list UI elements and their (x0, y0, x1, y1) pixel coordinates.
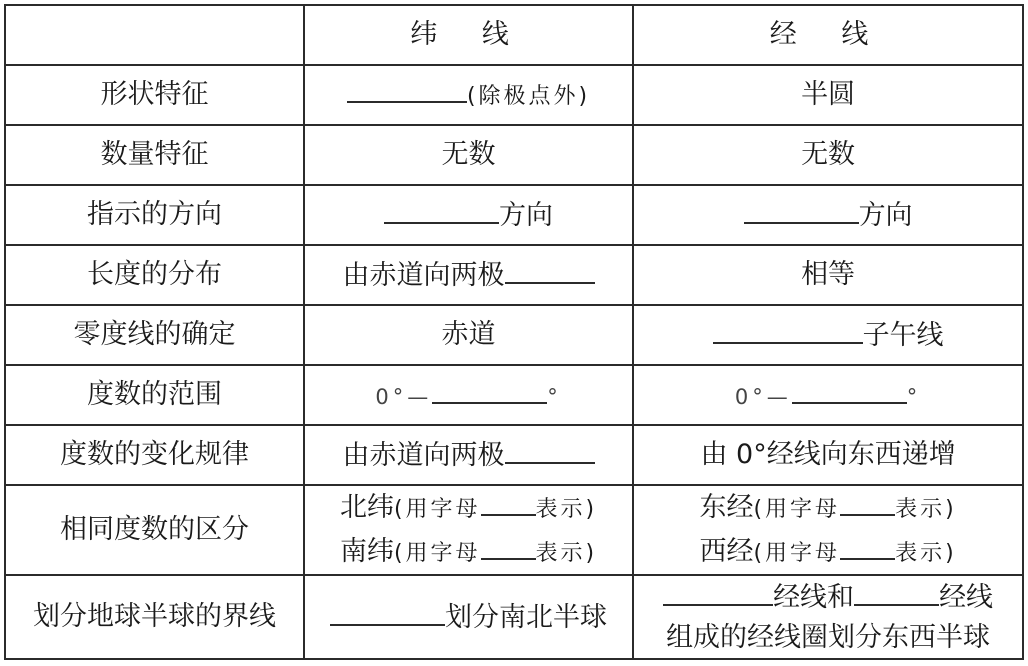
row-label: 指示的方向 (5, 185, 304, 245)
lat-line-north (309, 486, 628, 530)
lon-suffix: 方向 (858, 200, 913, 231)
letter-hint: (用字母 (393, 541, 481, 566)
letter-hint-end: 表示) (535, 541, 598, 566)
answer-blank[interactable] (505, 434, 595, 464)
lon-line-west (638, 530, 1018, 574)
row-label: 长度的分布 (5, 245, 304, 305)
lat-cell: 无数 (304, 125, 633, 185)
lon-cell (633, 575, 1023, 659)
lon-cell: 半圆 (633, 65, 1023, 125)
row-label: 度数的范围 (5, 365, 304, 425)
letter-hint: (用字母 (753, 541, 841, 566)
answer-blank[interactable] (432, 374, 547, 404)
lon-prefix: 0°— (734, 384, 792, 409)
north-latitude-text: 北纬 (339, 492, 394, 523)
letter-hint-end: 表示) (895, 541, 957, 566)
lat-cell (304, 575, 633, 659)
answer-blank[interactable] (384, 194, 499, 224)
lat-cell (304, 185, 633, 245)
lat-prefix: 由赤道向两极 (342, 260, 505, 291)
lat-suffix: 方向 (499, 200, 554, 231)
table-row (5, 305, 1023, 365)
lat-suffix: 划分南北半球 (445, 602, 608, 633)
table-row (5, 185, 1023, 245)
letter-hint: (用字母 (393, 497, 481, 522)
lon-boundary-line1 (638, 576, 1018, 618)
boundary-end-text: 经线 (939, 582, 994, 613)
answer-blank[interactable] (792, 374, 907, 404)
row-label: 度数的变化规律 (5, 425, 304, 485)
row-label: 数量特征 (5, 125, 304, 185)
answer-blank[interactable] (347, 73, 467, 103)
lon-cell: 无数 (633, 125, 1023, 185)
table-row (5, 425, 1023, 485)
lat-prefix: 由赤道向两极 (342, 440, 505, 471)
west-longitude-text: 西经 (699, 536, 754, 567)
answer-blank[interactable] (854, 576, 939, 606)
header-latitude: 纬 线 (304, 5, 633, 65)
answer-blank[interactable] (481, 486, 536, 516)
lon-cell (633, 485, 1023, 575)
table-row (5, 365, 1023, 425)
letter-hint: (用字母 (753, 497, 841, 522)
lat-cell (304, 485, 633, 575)
lat-cell (304, 425, 633, 485)
table-row (5, 125, 1023, 185)
row-label: 划分地球半球的界线 (5, 575, 304, 659)
table-header-row (5, 5, 1023, 65)
lat-cell: 赤道 (304, 305, 633, 365)
lat-line-south (309, 530, 628, 574)
lon-cell: 由 0°经线向东西递增 (633, 425, 1023, 485)
lat-cell (304, 65, 633, 125)
lat-suffix: (除极点外) (466, 84, 591, 109)
row-label: 相同度数的区分 (5, 485, 304, 575)
answer-blank[interactable] (330, 596, 445, 626)
header-longitude: 经 线 (633, 5, 1023, 65)
east-longitude-text: 东经 (699, 492, 754, 523)
answer-blank[interactable] (840, 530, 895, 560)
letter-hint-end: 表示) (895, 497, 957, 522)
table-row (5, 575, 1023, 659)
lon-suffix: 子午线 (862, 320, 944, 351)
answer-blank[interactable] (713, 314, 863, 344)
lon-suffix: ° (906, 384, 922, 409)
lon-line-east (638, 486, 1018, 530)
lon-cell (633, 185, 1023, 245)
row-label: 形状特征 (5, 65, 304, 125)
table-row (5, 485, 1023, 575)
answer-blank[interactable] (505, 254, 595, 284)
row-label: 零度线的确定 (5, 305, 304, 365)
latitude-longitude-comparison-table (4, 4, 1024, 660)
lon-cell (633, 305, 1023, 365)
lat-prefix: 0°— (375, 384, 433, 409)
lon-cell (633, 365, 1023, 425)
table-row (5, 65, 1023, 125)
answer-blank[interactable] (744, 194, 859, 224)
answer-blank[interactable] (481, 530, 536, 560)
header-corner-cell (5, 5, 304, 65)
lon-boundary-line2: 组成的经线圈划分东西半球 (666, 622, 991, 653)
answer-blank[interactable] (840, 486, 895, 516)
table-row (5, 245, 1023, 305)
letter-hint-end: 表示) (535, 497, 598, 522)
lat-cell (304, 365, 633, 425)
boundary-mid-text: 经线和 (773, 582, 855, 613)
south-latitude-text: 南纬 (339, 536, 394, 567)
lat-suffix: ° (547, 384, 562, 409)
lon-cell: 相等 (633, 245, 1023, 305)
answer-blank[interactable] (663, 576, 773, 606)
lat-cell (304, 245, 633, 305)
